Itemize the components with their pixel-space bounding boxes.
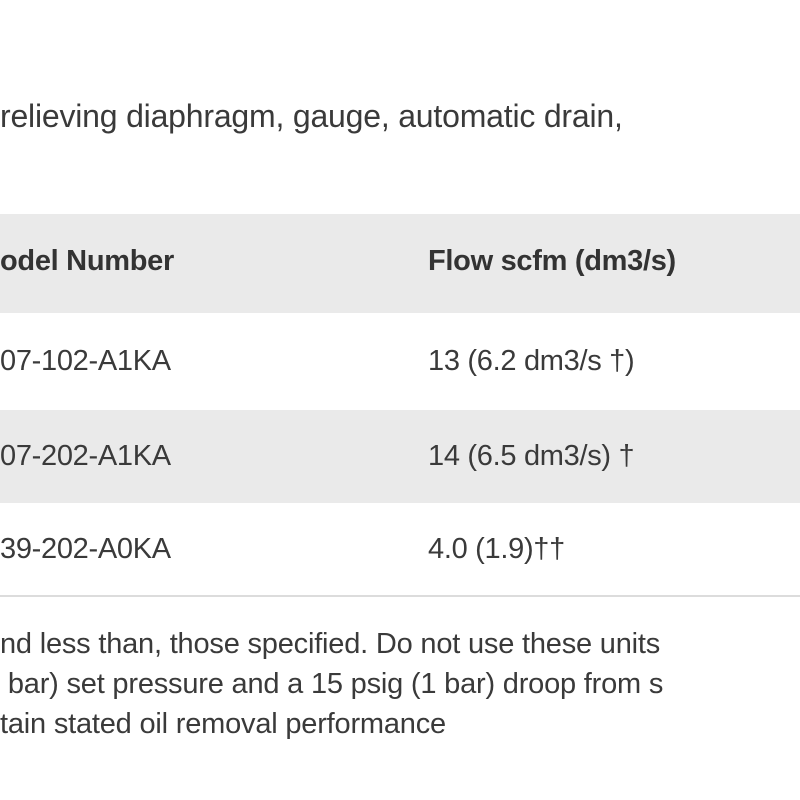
- footnotes: [0, 624, 663, 744]
- model-number-cell: 39-202-A0KA: [0, 532, 171, 565]
- footnote-line: bar) set pressure and a 15 psig (1 bar) droop from s: [0, 668, 664, 700]
- model-number-cell: 07-102-A1KA: [0, 345, 171, 377]
- header-flow: Flow scfm (dm3/s): [428, 245, 676, 277]
- flow-cell: 14 (6.5 dm3/s) †: [428, 440, 635, 472]
- table-row: [0, 313, 800, 410]
- footnote-line: nd less than, those specified. Do not use these units: [0, 628, 661, 660]
- table-header-row: [0, 214, 800, 313]
- model-number-cell: 07-202-A1KA: [0, 440, 171, 472]
- spec-table: [0, 214, 800, 597]
- header-model-number: odel Number: [0, 245, 174, 277]
- flow-cell: 4.0 (1.9)††: [428, 532, 565, 565]
- table-row: [0, 410, 800, 503]
- table-row: [0, 503, 800, 597]
- footnote-line: tain stated oil removal performance: [0, 708, 446, 740]
- flow-cell: 13 (6.2 dm3/s †): [428, 345, 635, 377]
- intro-text: relieving diaphragm, gauge, automatic drain,: [0, 98, 623, 134]
